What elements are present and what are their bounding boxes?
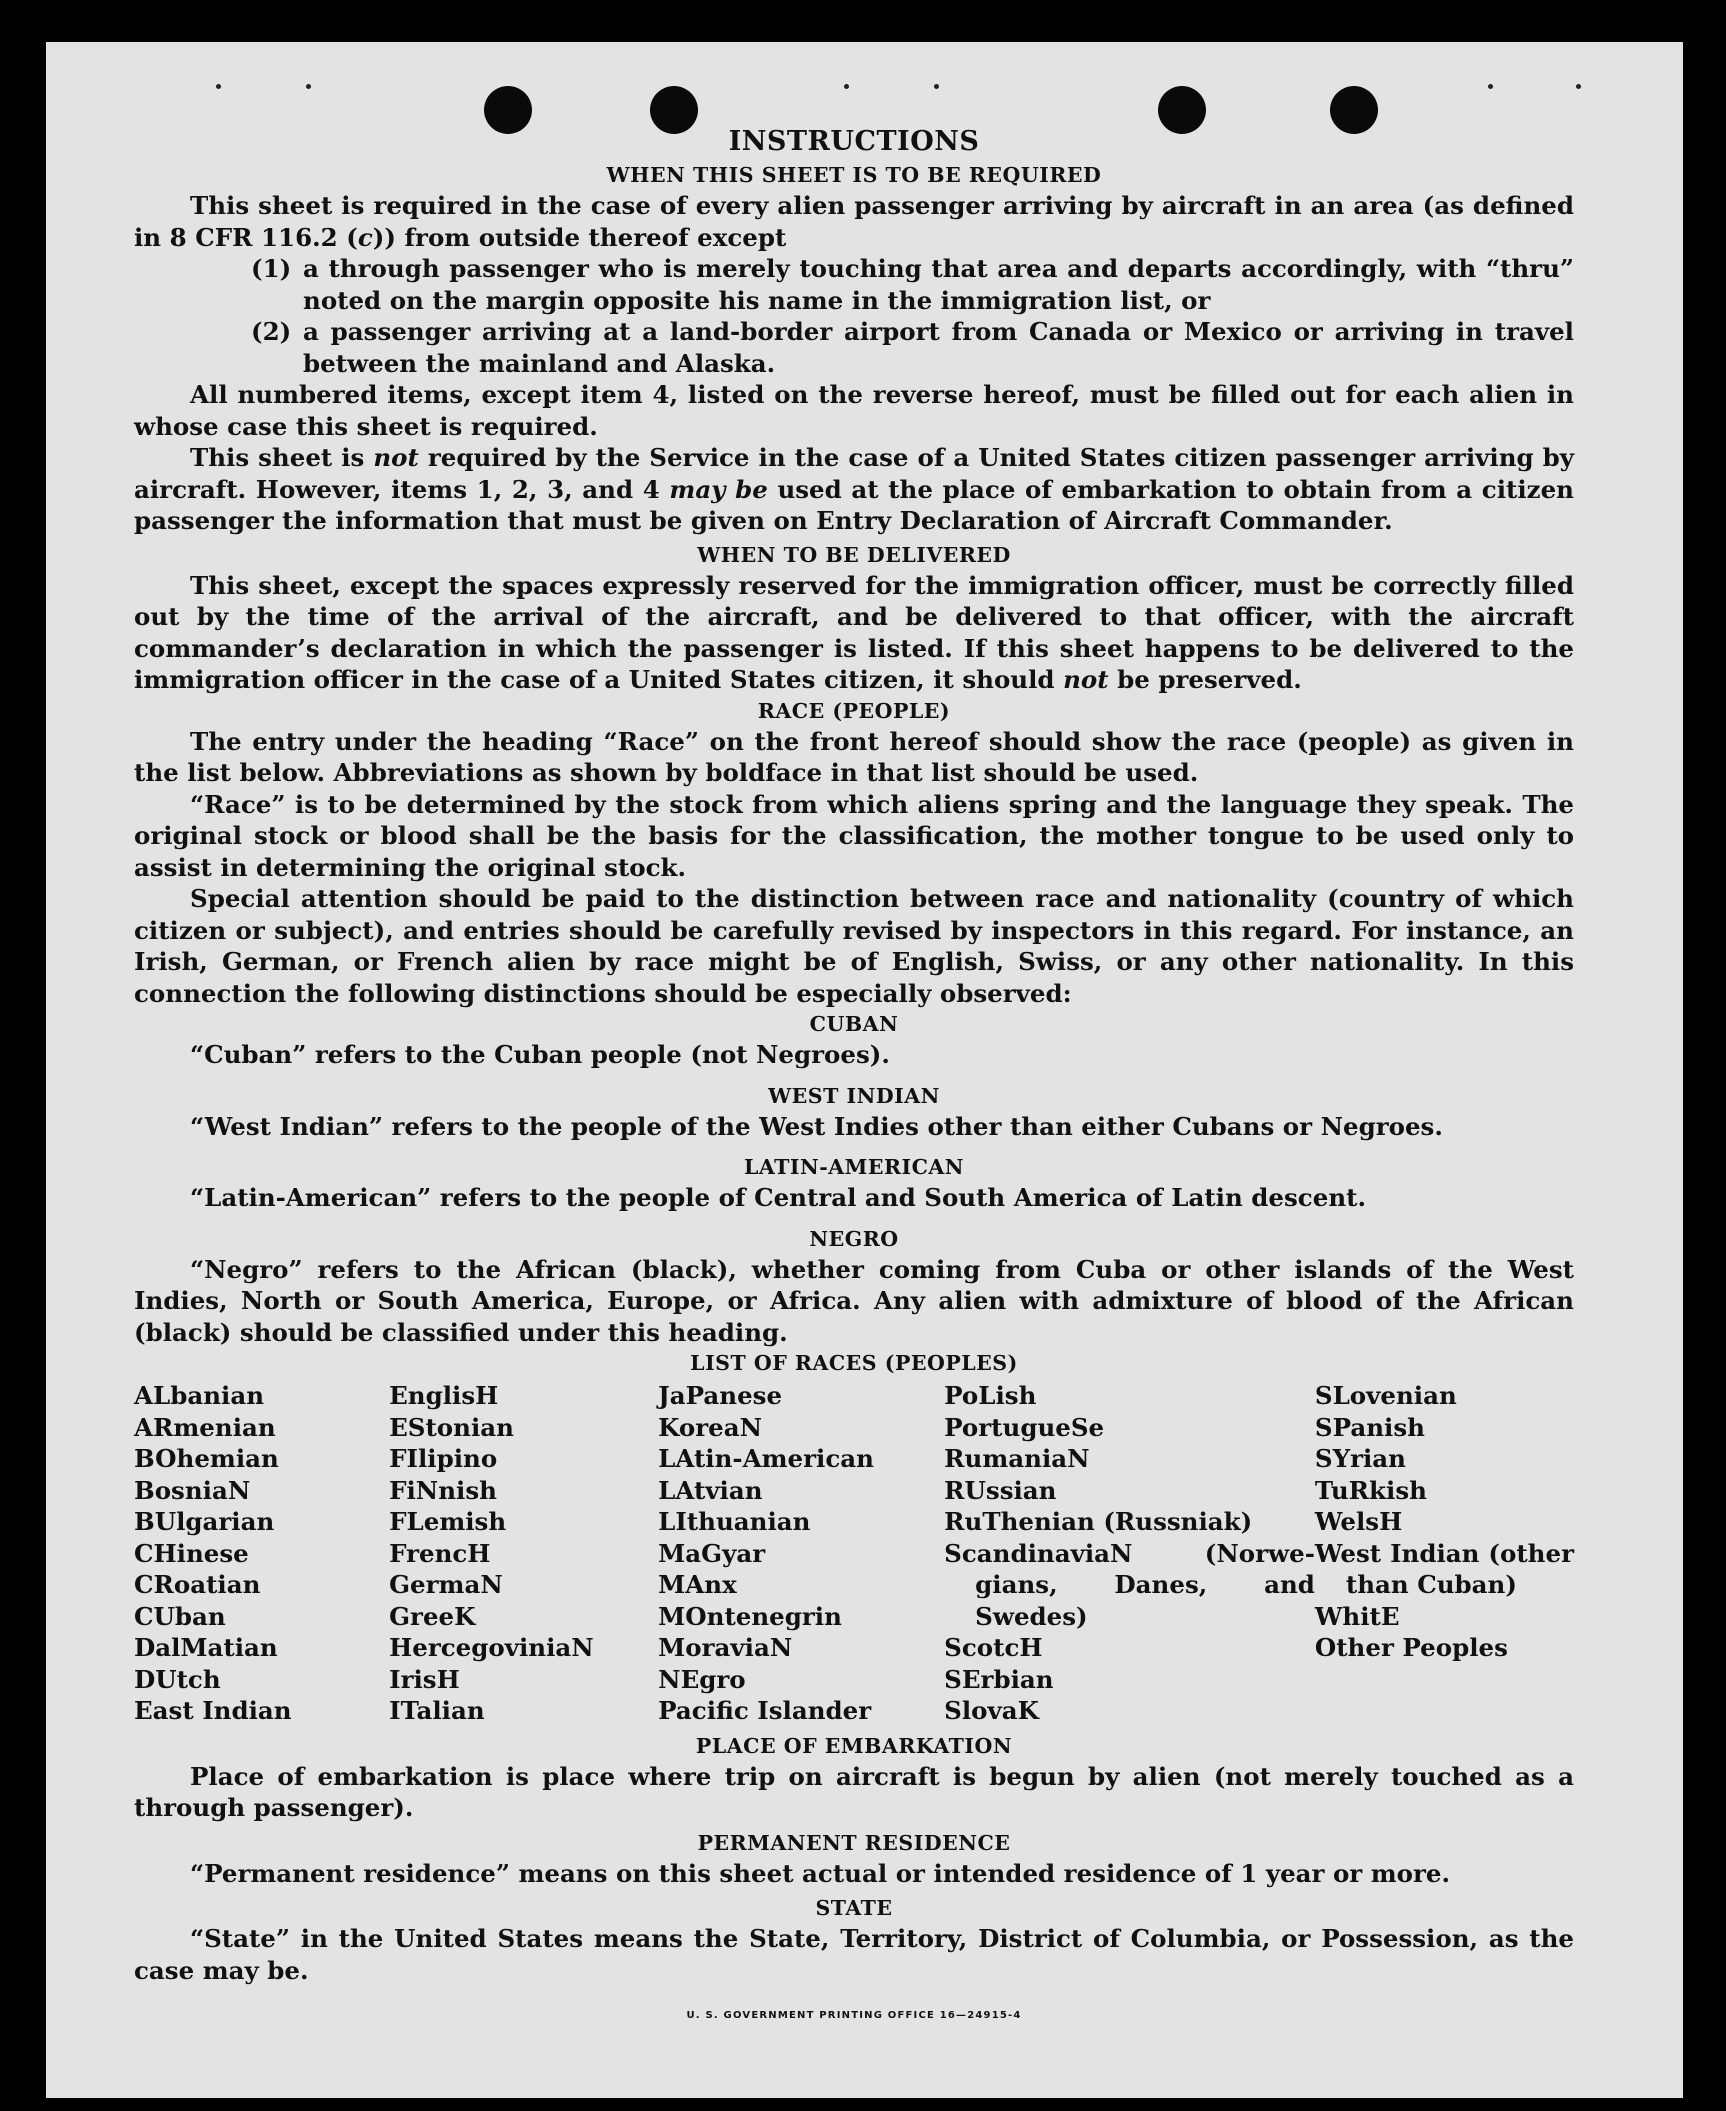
race-item: EnglisH bbox=[389, 1381, 499, 1410]
race-item: ITalian bbox=[389, 1696, 485, 1725]
printer-imprint: U. S. GOVERNMENT PRINTING OFFICE 16—24915-4 bbox=[686, 2010, 1022, 2021]
paragraph-race-determined: “Race” is to be determined by the stock from which aliens spring and the language they speak. The original stock or blood shall be the basis for the classification, the mother tongue to be used only to assist in determining the original stock. bbox=[134, 789, 1574, 882]
race-item: CUban bbox=[134, 1601, 226, 1631]
race-item: CHinese bbox=[134, 1538, 249, 1568]
heading-residence: PERMANENT RESIDENCE bbox=[697, 1830, 1011, 1855]
race-item: ARmenian bbox=[134, 1412, 276, 1442]
paragraph-negro: “Negro” refers to the African (black), whether coming from Cuba or other islands of the West Indies, North or South America, Europe, or Africa. Any alien with admixture of blood of the African (black) should be classified under this heading. bbox=[134, 1254, 1574, 1347]
race-item: PoLish bbox=[944, 1381, 1037, 1410]
paragraph-required: This sheet is required in the case of every alien passenger arriving by aircraft in an area (as defined in 8 CFR 116.2 (c)) from outside thereof except bbox=[134, 191, 1574, 252]
heading-when-required: WHEN THIS SHEET IS TO BE REQUIRED bbox=[606, 163, 1102, 187]
race-item: GermaN bbox=[389, 1570, 503, 1599]
race-item: SYrian bbox=[1314, 1444, 1406, 1473]
race-item: FiNnish bbox=[389, 1475, 497, 1505]
paragraph-west-indian: “West Indian” refers to the people of the West Indies other than either Cubans or Negroes. bbox=[190, 1111, 1443, 1141]
race-item: BUlgarian bbox=[134, 1507, 275, 1536]
heading-list-of-races: LIST OF RACES (PEOPLES) bbox=[690, 1351, 1018, 1375]
race-item: MaGyar bbox=[658, 1538, 766, 1568]
race-item: HercegoviniaN bbox=[389, 1633, 594, 1662]
paragraph-race-nationality: Special attention should be paid to the distinction between race and nationality (country of which citizen or subject), and entries should be carefully revised by inspectors in this regard. For instance, an Irish, German, or French alien by race might be of English, Swiss, or any other nationality. In this connection the following distinctions should be especially observed: bbox=[134, 884, 1574, 1008]
races-list bbox=[134, 1380, 1574, 1727]
race-item: RumaniaN bbox=[944, 1444, 1090, 1473]
paragraph-latin-american: “Latin-American” refers to the people of Central and South America of Latin descent. bbox=[190, 1183, 1366, 1212]
race-item: GreeK bbox=[389, 1601, 476, 1631]
specks bbox=[1576, 84, 1581, 89]
race-item: than Cuban) bbox=[1345, 1570, 1517, 1599]
race-item: Pacific Islander bbox=[658, 1696, 872, 1725]
race-item: IrisH bbox=[389, 1664, 460, 1694]
instructions-content bbox=[134, 124, 1574, 2032]
race-item: CRoatian bbox=[134, 1570, 261, 1599]
paragraph-state: “State” in the United States means the State, Territory, District of Columbia, or Possession, as the case may be. bbox=[134, 1924, 1574, 1985]
exception-item: (1) a through passenger who is merely touching that area and departs accordingly, with “thru” noted on the margin opposite his name in the immigration list, or bbox=[251, 254, 1574, 315]
form-sheet bbox=[46, 42, 1683, 2098]
heading-latin-american: LATIN-AMERICAN bbox=[743, 1155, 965, 1179]
paragraph-numbered-items: All numbered items, except item 4, listed on the reverse hereof, must be filled out for each alien in whose case this sheet is required. bbox=[134, 380, 1574, 441]
races-column bbox=[658, 1380, 944, 1727]
race-item: SLovenian bbox=[1314, 1381, 1457, 1410]
specks bbox=[844, 84, 849, 89]
race-item: Other Peoples bbox=[1314, 1633, 1508, 1662]
specks bbox=[1488, 84, 1493, 89]
race-item: WhitE bbox=[1314, 1601, 1400, 1631]
paragraph-cuban: “Cuban” refers to the Cuban people (not Negroes). bbox=[190, 1040, 890, 1069]
races-column bbox=[1315, 1380, 1574, 1727]
page-title: INSTRUCTIONS bbox=[728, 126, 980, 157]
race-item: LAtvian bbox=[658, 1475, 763, 1505]
race-item: NEgro bbox=[658, 1664, 746, 1694]
heading-cuban: CUBAN bbox=[809, 1012, 899, 1036]
race-item: TuRkish bbox=[1314, 1475, 1427, 1505]
races-column bbox=[134, 1380, 389, 1727]
race-item: East Indian bbox=[134, 1696, 292, 1725]
race-item: PortugueSe bbox=[944, 1412, 1105, 1442]
paragraph-race-entry: The entry under the heading “Race” on the front hereof should show the race (people) as given in the list below. Abbreviations as shown by boldface in that list should be used. bbox=[134, 726, 1574, 787]
race-item: MoraviaN bbox=[658, 1633, 793, 1662]
specks bbox=[306, 84, 311, 89]
paragraph-embarkation: Place of embarkation is place where trip on aircraft is begun by alien (not merely touched as a through passenger). bbox=[134, 1761, 1574, 1822]
races-column bbox=[944, 1380, 1315, 1727]
race-item: ALbanian bbox=[134, 1381, 265, 1410]
race-item: FIlipino bbox=[389, 1444, 498, 1473]
heading-west-indian: WEST INDIAN bbox=[768, 1083, 940, 1108]
heading-state: STATE bbox=[815, 1896, 893, 1920]
race-item: FrencH bbox=[389, 1538, 491, 1568]
race-item: EStonian bbox=[389, 1412, 514, 1442]
specks bbox=[934, 84, 939, 89]
race-item: BOhemian bbox=[134, 1444, 279, 1473]
race-item: ScandinaviaN (Norwe- bbox=[944, 1538, 1315, 1568]
specks bbox=[216, 84, 221, 89]
race-item: ScotcH bbox=[944, 1633, 1043, 1662]
heading-when-delivered: WHEN TO BE DELIVERED bbox=[697, 542, 1011, 567]
race-item: MOntenegrin bbox=[658, 1601, 842, 1631]
race-item: RuThenian (Russniak) bbox=[944, 1507, 1253, 1536]
race-item: JaPanese bbox=[658, 1381, 783, 1410]
race-item: SErbian bbox=[944, 1664, 1054, 1694]
paragraph-citizen: This sheet is not required by the Service in the case of a United States citizen passenger arriving by aircraft. However, items 1, 2, 3, and 4 may be used at the place of embarkation to obtain from a citizen passenger the information that must be given on Entry Declaration of Aircraft Commander. bbox=[134, 443, 1574, 535]
race-item: BosniaN bbox=[134, 1475, 251, 1505]
race-item: Swedes) bbox=[975, 1601, 1088, 1631]
race-item: KoreaN bbox=[658, 1412, 763, 1442]
race-item: WelsH bbox=[1314, 1507, 1403, 1536]
race-item: FLemish bbox=[389, 1507, 507, 1536]
paragraph-delivered: This sheet, except the spaces expressly reserved for the immigration officer, must be correctly filled out by the time of the arrival of the aircraft, and be delivered to that officer, with the aircraft commander’s declaration in which the passenger is listed. If this sheet happens to be delivered to the immigration officer in the case of a United States citizen, it should not be preserved. bbox=[134, 570, 1574, 694]
race-item: gians, Danes, and bbox=[975, 1570, 1315, 1599]
race-item: LIthuanian bbox=[658, 1507, 811, 1536]
heading-negro: NEGRO bbox=[809, 1226, 899, 1251]
race-item: MAnx bbox=[658, 1570, 737, 1599]
heading-embarkation: PLACE OF EMBARKATION bbox=[695, 1733, 1013, 1758]
race-item: DUtch bbox=[134, 1664, 221, 1694]
races-column bbox=[389, 1380, 658, 1727]
race-item: RUssian bbox=[944, 1475, 1057, 1505]
heading-race: RACE (PEOPLE) bbox=[757, 698, 951, 723]
exception-item: (2) a passenger arriving at a land-border airport from Canada or Mexico or arriving in travel between the mainland and Alaska. bbox=[251, 317, 1574, 378]
race-item: LAtin-American bbox=[658, 1444, 874, 1473]
paragraph-residence: “Permanent residence” means on this sheet actual or intended residence of 1 year or more. bbox=[190, 1858, 1451, 1888]
race-item: DalMatian bbox=[134, 1633, 278, 1662]
race-item: West Indian (other bbox=[1314, 1538, 1574, 1568]
race-item: SPanish bbox=[1314, 1412, 1425, 1442]
race-item: SlovaK bbox=[944, 1696, 1039, 1725]
